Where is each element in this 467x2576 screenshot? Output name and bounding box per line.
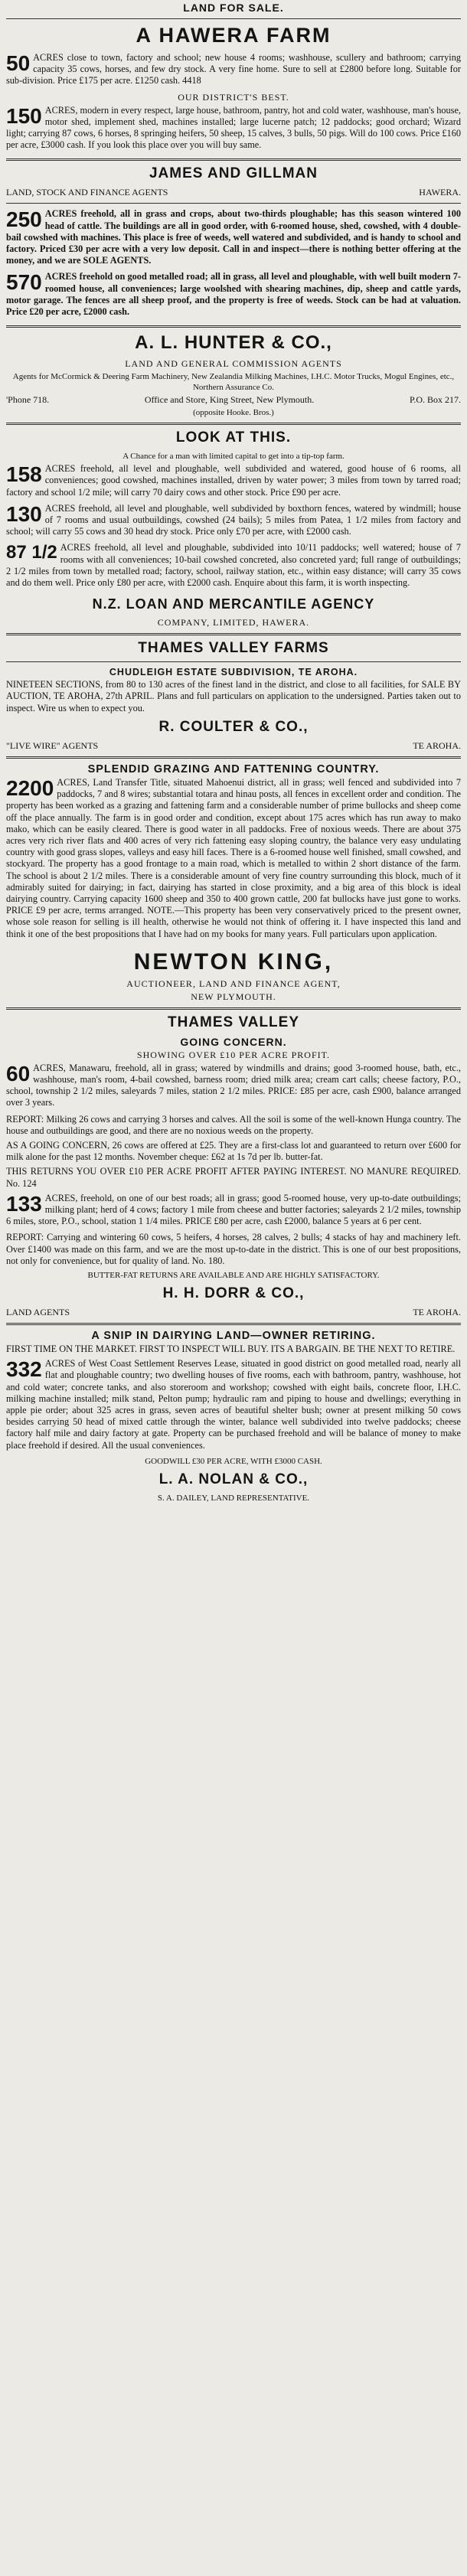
look-ad-1 — [6, 463, 461, 498]
hunter-section — [6, 332, 461, 418]
ad-text: ACRES freehold, all level and ploughable, subdivided into 10/11 paddocks; well watered; house of 7 rooms with all conveniences; 10-bail cowshed concreted, also concreted yard; full range of outbuildings; 2 1/2 miles from town by metalled road; factory, school, railway station, etc., within easy distance; will carry 35 cows and do them well. Price only £80 per acre, with £2000 cash. Enquire about this farm, it is worth inspecting. — [6, 542, 461, 589]
nz-loan-title: N.Z. LOAN AND MERCANTILE AGENCY — [92, 596, 375, 612]
nolan-rep: S. A. DAILEY, LAND REPRESENTATIVE. — [157, 1493, 310, 1503]
report-3: REPORT: Carrying and wintering 60 cows, 5 heifers, 4 horses, 28 calves, 2 bulls; 4 stacks of hay and machinery left. Over £1400 was made on this farm, and we are the most up-to-date in the district. This is one of our best propositions, not only for convenience, but for quality of land. No. 180. — [6, 1232, 461, 1266]
land-for-sale-heading: LAND FOR SALE. — [183, 2, 284, 14]
newspaper-page — [0, 2, 467, 2576]
divider — [6, 1323, 461, 1325]
james-gillman-section — [6, 165, 461, 321]
acre-number: 133 — [6, 1191, 42, 1216]
nolan-agent: L. A. NOLAN & CO., — [158, 1471, 309, 1487]
goodwill-line: GOODWILL £30 PER ACRE, WITH £3000 CASH. — [145, 1456, 322, 1466]
ad-text: ACRES close to town, factory and school; new house 4 rooms; washhouse, scullery and bathroom; carrying capacity 35 cows, horses, and few dry stock. A very fine home. Sure to sell at £2800 before long. Suitable for sub-division. Price £175 per acre. £1250 cash. 4418 — [6, 52, 461, 87]
agent-line — [6, 740, 461, 752]
hunter-opposite: (opposite Hooke. Bros.) — [193, 408, 274, 418]
divider — [6, 158, 461, 161]
newton-subtitle: AUCTIONEER, LAND AND FINANCE AGENT, — [126, 978, 341, 989]
ad-text: ACRES, modern in every respect, large house, bathroom, pantry, hot and cold water, washhouse, man's house, motor shed, implement shed, machines installed; large lucerne patch; 12 paddocks; good orchard; Wizard light; carrying 87 cows, 6 horses, 8 springing heifers, 50 sheep, 15 calves, 3 bulls, 50 pigs. Will do 100 cows. Price £160 per acre, £3000 cash. If you look this place over you will buy same. — [6, 104, 461, 151]
agent-place: TE AROHA. — [413, 1306, 461, 1317]
butterfat-line: BUTTER-FAT RETURNS ARE AVAILABLE AND ARE HIGHLY SATISFACTORY. — [87, 1270, 380, 1280]
thames2-ad-1 — [6, 1063, 461, 1109]
acre-number: 158 — [6, 462, 42, 487]
ad-text: ACRES, Land Transfer Title, situated Mahoenui district, all in grass; well fenced and subdivided into 7 paddocks, 7 and 8 wires; substantial totara and hinau posts, all fences in excellent order and condition. The property has been worked as a grazing and fattening farm and a considerable number of prime bullocks and sheep come off the place annually. The farm is in good order and condition, except about 175 acres which has run away to mako mako, which can be easily cleared. There is good water in all paddocks. Free of noxious weeds. There are about 375 acres very rich river flats and 400 acres of very rich fattening easy sloping country, the balance very easy undulating country with good grass slopes, valleys and easy hill faces. There is a 6-roomed house well finished, small cowshed, and stockyard. The property has a good frontage to a main road, which is metalled to within 2 short distance of the farm. The school is about 2 1/2 miles. There is a considerable amount of very fine country surrounding this block, much of it admirably suited for dairying; in fact, dairying has started in close proximity, and a big area of this block is ideal dairying country. Carrying capacity 1600 sheep and 350 to 400 grown cattle, 200 fat bullocks have just gone to works. PRICE £9 per acre, terms arranged. NOTE.—This property has been very conservatively priced to the present owner, whose sole reason for selling is ill health, otherwise he would not think of offering it. I have inspected this land and think it one of the best propositions that I have had on my books for many years. Full particulars upon application. — [6, 776, 461, 939]
divider — [6, 203, 461, 204]
acre-number: 250 — [6, 207, 42, 232]
ad-text: ACRES freehold on good metalled road; all in grass, all level and ploughable, with well built modern 7-roomed house, all conveniences; large woolshed with shearing machines, dip, sheep and cattle yards, motor garage. The fences are all sheep proof, and the property is free of weeds. Stock can be had at valuation. Price £20 per acre, £2000 cash. — [6, 271, 461, 318]
look-ad-2 — [6, 503, 461, 538]
hunter-address-line — [6, 394, 461, 406]
hawera-ad-1 — [6, 52, 461, 87]
ad-text: ACRES freehold, all level and ploughable, well subdivided and watered, good house of 6 rooms, all conveniences; good cowshed, machines installed, driven by water power; 3 miles from town by tarred road; factory and school 1/2 mile; will carry 70 dairy cows and other stock. Price £90 per acre. — [6, 463, 461, 498]
splendid-title: SPLENDID GRAZING AND FATTENING COUNTRY. — [87, 762, 380, 775]
ad-text: ACRES freehold, all in grass and crops, about two-thirds ploughable; has this season wintered 100 head of cattle. The buildings are all in good order, with 6-roomed house, shed, cowshed, with 4 double-bail cowshed with machines. This place is free of weeds, well watered and subdivided, and is handy to school and factory. Priced £30 per acre with a very low deposit. Call in and inspect—there is nothing better offering at the money, and we are SOLE AGENTS. — [6, 208, 461, 266]
hunter-title: A. L. HUNTER & CO., — [135, 332, 332, 354]
hawera-ad-2 — [6, 105, 461, 152]
report-2: AS A GOING CONCERN, 26 cows are offered at £25. They are a first-class lot and guaranteed to return over £600 for milk alone for the past 12 months. November cheque: £62 at 1s 7d per lb. butter-fat. — [6, 1139, 461, 1163]
divider — [6, 1007, 461, 1010]
james-ad-1 — [6, 208, 461, 266]
returns-line: THIS RETURNS YOU OVER £10 PER ACRE PROFIT AFTER PAYING INTEREST. NO MANURE REQUIRED. No. 124 — [6, 1166, 461, 1189]
acre-number: 2200 — [6, 775, 54, 800]
acre-number: 60 — [6, 1061, 31, 1086]
acre-number: 130 — [6, 501, 42, 526]
snip-ad — [6, 1358, 461, 1451]
hunter-box: P.O. Box 217. — [409, 394, 461, 406]
acre-number: 332 — [6, 1357, 42, 1382]
newton-place: NEW PLYMOUTH. — [191, 991, 276, 1002]
hunter-office: Office and Store, King Street, New Plymouth. — [144, 394, 315, 406]
divider — [6, 633, 461, 635]
splendid-grazing-section — [6, 763, 461, 1003]
dorr-agent: H. H. DORR & CO., — [162, 1285, 305, 1301]
profit-strap: SHOWING OVER £10 PER ACRE PROFIT. — [136, 1049, 331, 1060]
chudleigh-body: NINETEEN SECTIONS, from 80 to 130 acres of the finest land in the district, and close to all facilities, for SALE BY AUCTION, TE AROHA, 27th APRIL. Plans and full particulars on application to the undersigned. Parties taken out to inspect. Wire us when to expect you. — [6, 679, 461, 713]
hawera-farm-section — [6, 24, 461, 154]
snip-intro: FIRST TIME ON THE MARKET. FIRST TO INSPECT WILL BUY. ITS A BARGAIN. BE THE NEXT TO RETIRE. — [6, 1343, 456, 1354]
agent-type: LAND AGENTS — [6, 1306, 70, 1317]
look-at-this-title: LOOK AT THIS. — [175, 429, 292, 446]
thames-valley-going-concern-section — [6, 1014, 461, 1318]
hawera-farm-title: A HAWERA FARM — [136, 24, 331, 47]
report-1: REPORT: Milking 26 cows and carrying 3 horses and calves. All the soil is some of the well-known Hunga country. The house and outbuildings are good, and there are no noxious weeds on the property. — [6, 1113, 461, 1136]
thames2-ad-2 — [6, 1193, 461, 1228]
james-ad-2 — [6, 271, 461, 318]
hawera-subheading: OUR DISTRICT'S BEST. — [178, 91, 289, 103]
divider — [6, 661, 461, 662]
agent-line — [6, 1307, 461, 1318]
divider — [6, 423, 461, 425]
agent-type: LAND, STOCK AND FINANCE AGENTS — [6, 187, 168, 198]
look-at-this-section — [6, 429, 461, 628]
snip-title: A SNIP IN DAIRYING LAND—OWNER RETIRING. — [91, 1329, 376, 1342]
ad-text: ACRES, Manawaru, freehold, all in grass; watered by windmills and drains; good 3-roomed house, bath, etc., washhouse, man's room, 4-bail cowshed, barness room; dried milk area; cream cart calls; cheese factory, P.O., school, township 2 1/2 miles, saleyards 7 miles, station 2 1/2 miles. PRICE: £85 per acre, cash £900, balance arranged over 3 years. — [6, 1062, 461, 1108]
look-intro: A Chance for a man with limited capital to get into a tip-top farm. — [122, 452, 345, 462]
james-gillman-title: JAMES AND GILLMAN — [149, 165, 318, 182]
hunter-phone: 'Phone 718. — [6, 394, 50, 406]
snip-dairying-section — [6, 1330, 461, 1503]
thames2-title: THAMES VALLEY — [167, 1014, 300, 1030]
splendid-ad — [6, 777, 461, 940]
acre-number: 50 — [6, 51, 31, 75]
ad-text: ACRES freehold, all level and ploughable, well subdivided by boxthorn fences, watered by windmill; house of 7 rooms and usual outbuildings, cowshed (24 bails); 5 miles from Patea, 1 1/2 miles from factory and school; will carry 55 cows and 30 head dry stock. Price only £70 per acre, with £2000 cash. — [6, 502, 461, 537]
ad-text: ACRES, freehold, on one of our best roads; all in grass; good 5-roomed house, very up-to-date outbuildings; milking plant; herd of 4 cows; factory 1 mile from cheese and butter factories; saleyards 2 1/2 miles, township 6 miles, store, P.O., school, station 1 1/4 miles. PRICE £80 per acre, cash £2000, balance 5 years at 6 per cent. — [6, 1192, 461, 1227]
divider — [6, 325, 461, 328]
agent-line — [6, 187, 461, 198]
agent-type: "LIVE WIRE" AGENTS — [6, 739, 99, 751]
thames-valley-farms-section — [6, 640, 461, 752]
acre-number: 570 — [6, 270, 42, 295]
thames-farms-title: THAMES VALLEY FARMS — [138, 640, 329, 657]
divider — [6, 756, 461, 759]
nz-loan-subtitle: COMPANY, LIMITED, HAWERA. — [157, 617, 310, 628]
look-ad-3 — [6, 542, 461, 589]
acre-number: 150 — [6, 103, 42, 128]
newton-king-title: NEWTON KING, — [133, 948, 334, 975]
agent-place: HAWERA. — [419, 187, 461, 198]
chudleigh-subtitle: CHUDLEIGH ESTATE SUBDIVISION, TE AROHA. — [109, 667, 358, 678]
acre-number: 87 1/2 — [6, 542, 57, 563]
coulter-agent: R. COULTER & CO., — [158, 718, 309, 735]
agent-place: TE AROHA. — [413, 739, 461, 751]
ad-text: ACRES of West Coast Settlement Reserves Lease, situated in good district on good metalled road, nearly all flat and ploughable country; two dwelling houses of five rooms, each with bathroom, pantry, washhouse, hot and cold water; concrete tanks, and also storeroom and workshop; cowshed with eight bails, concrete floor, I.H.C. milking machine installed; milk stand, Pelton pump; hydraulic ram and piping to house and dwellings; everything in apple pie order; about 325 acres in grass, seven acres of beautiful shelter bush; owner at present milking 50 cows besides carrying 50 head of mixed cattle through the winter, balance well subdivided into twelve paddocks; cheese factory half mile and dairy factory at gate. Property can be purchased freehold and will be balance of money to make place freehold if desired. All the usual conveniences. — [6, 1358, 461, 1451]
divider — [6, 18, 461, 19]
going-concern: GOING CONCERN. — [180, 1035, 287, 1048]
hunter-subtitle: LAND AND GENERAL COMMISSION AGENTS — [125, 358, 342, 370]
hunter-body: Agents for McCormick & Deering Farm Machinery, New Zealandia Milking Machines, I.H.C. Motor Trucks, Mogul Engines, etc., Northern Assurance Co. — [12, 372, 455, 393]
